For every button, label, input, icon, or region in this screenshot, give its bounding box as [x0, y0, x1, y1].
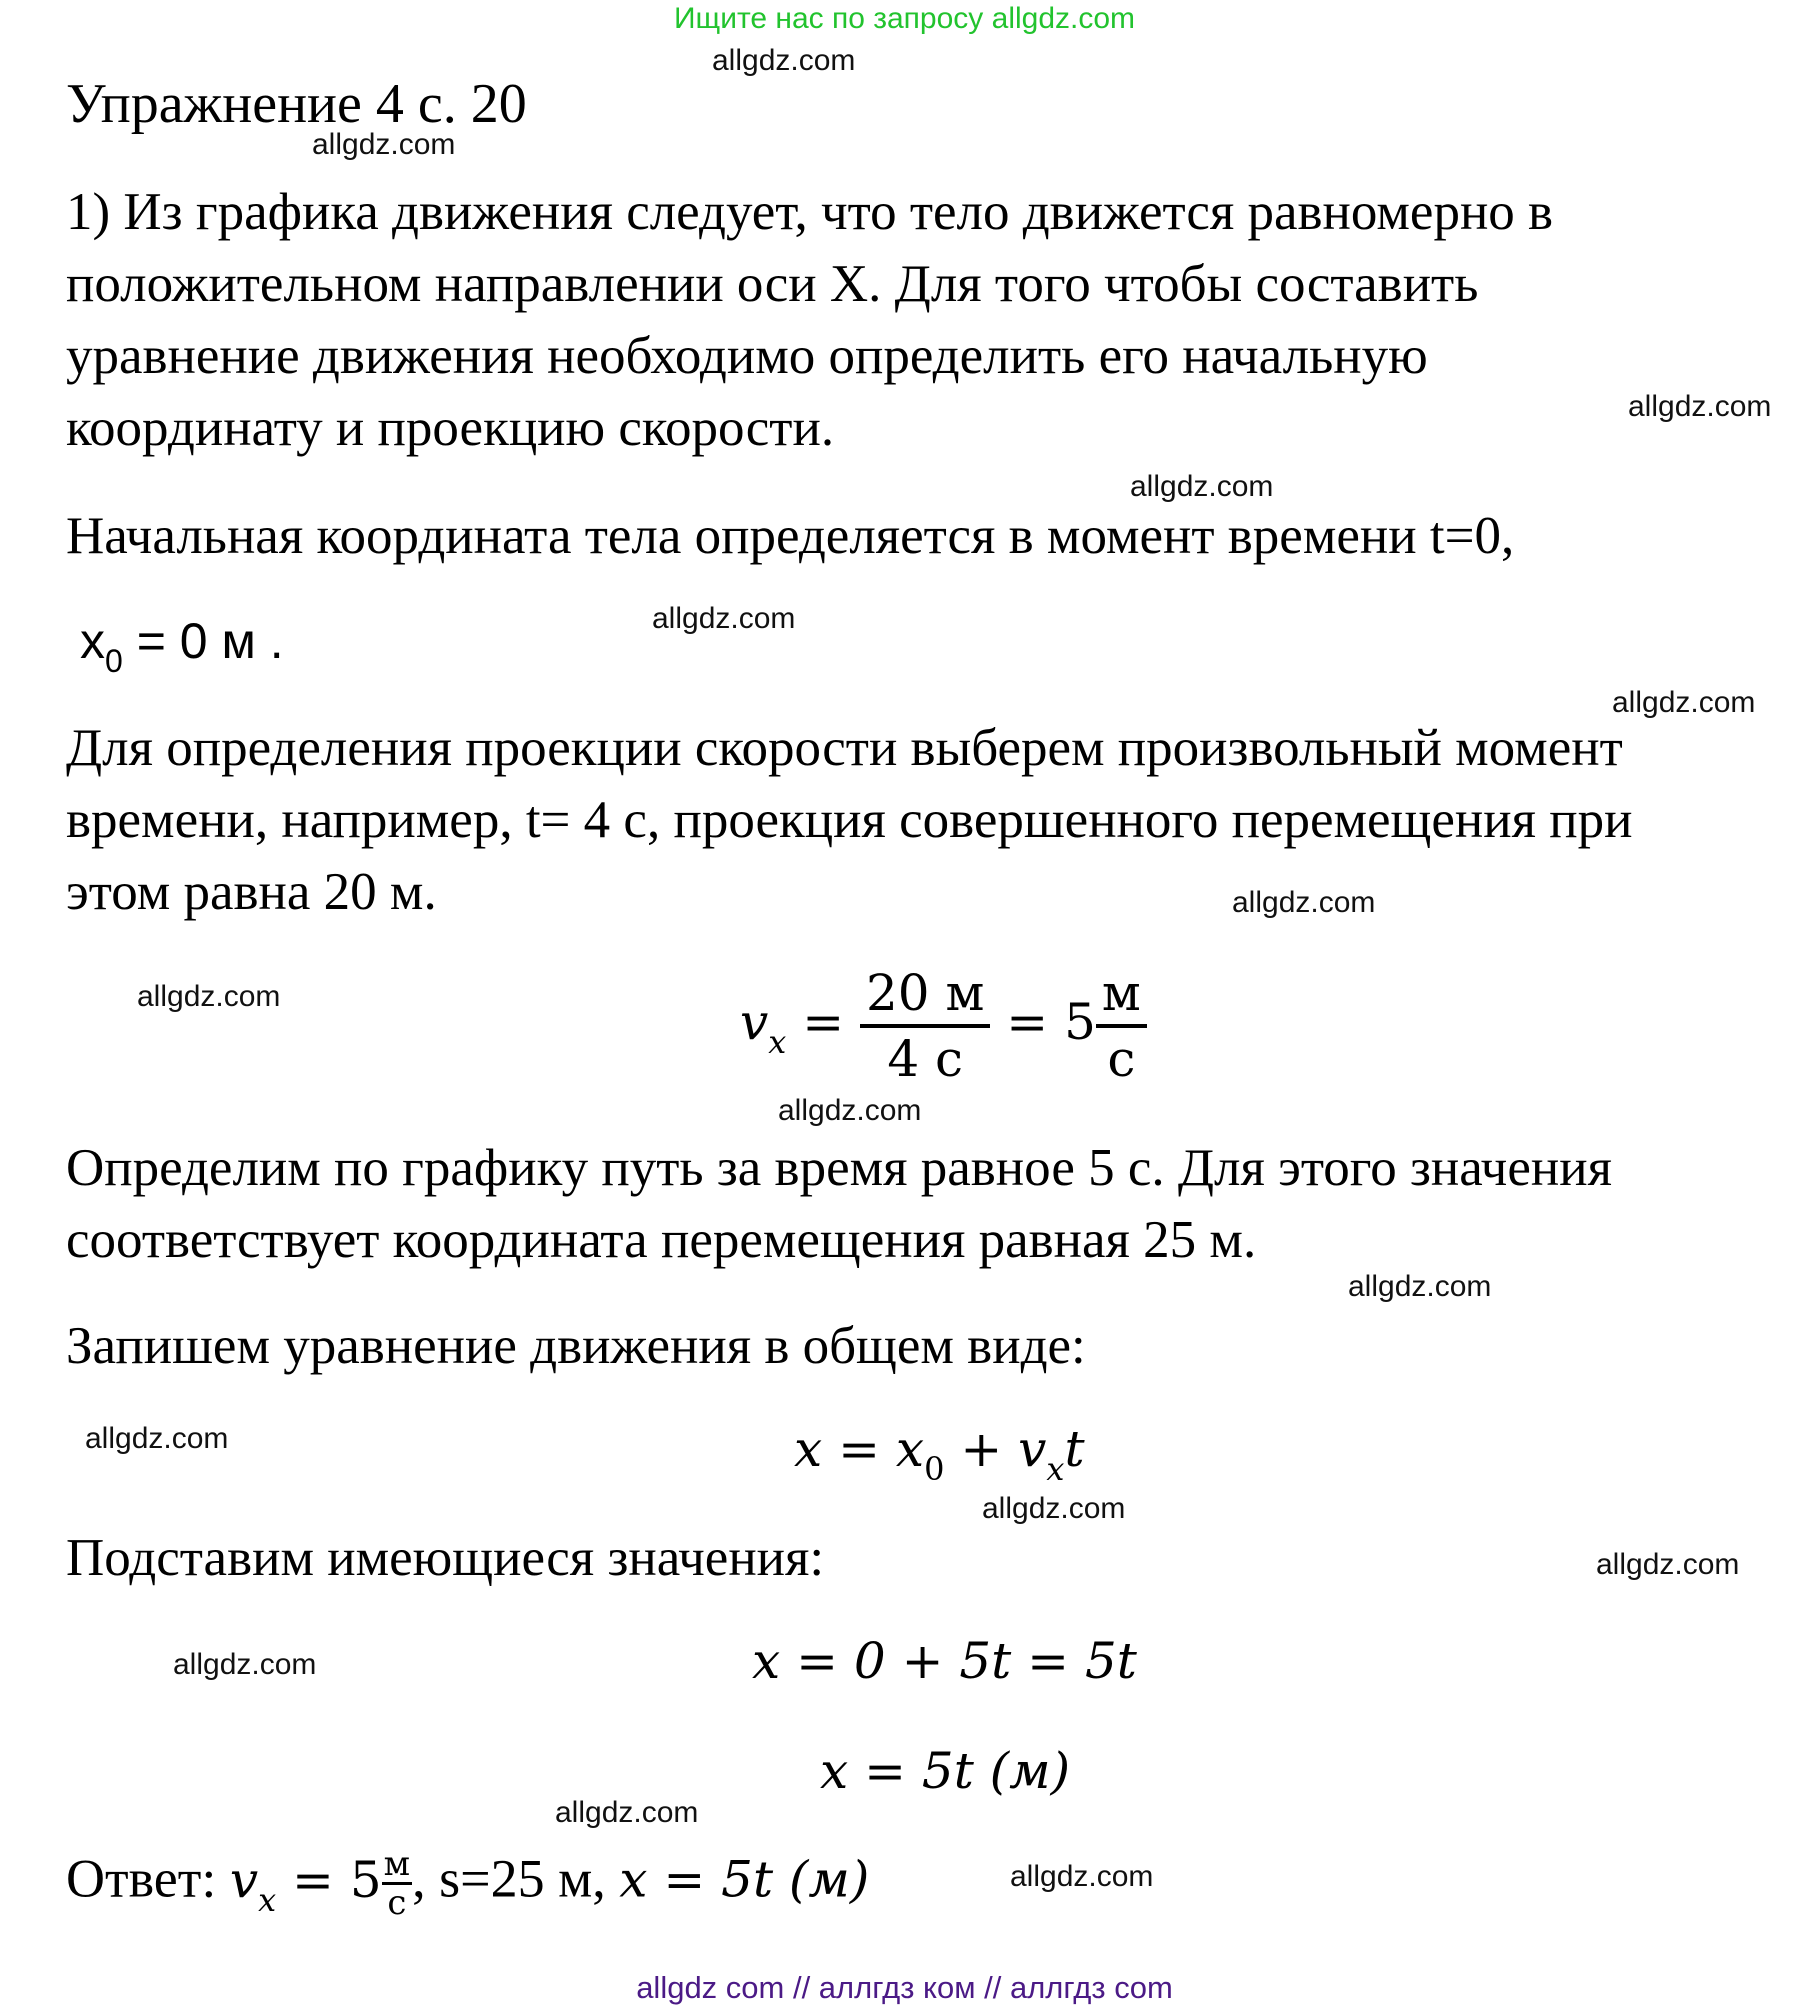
text-line: Определим по графику путь за время равное 5 с. Для этого значения — [66, 1139, 1612, 1197]
watermark: allgdz.com — [1612, 686, 1756, 719]
eq-var: x — [80, 613, 105, 669]
general-equation — [794, 1420, 1085, 1488]
answer-line — [66, 1846, 869, 1921]
substituted-equation: x = 0 + 5t = 5t — [752, 1632, 1137, 1690]
watermark: allgdz.com — [712, 44, 856, 77]
unit-fraction — [1096, 962, 1147, 1090]
unit-denominator: с — [1107, 1030, 1136, 1088]
watermark: allgdz.com — [312, 128, 456, 161]
eq-sub: x — [768, 1023, 787, 1061]
numerator: 20 м — [860, 962, 990, 1028]
watermark: allgdz.com — [555, 1796, 699, 1829]
watermark: allgdz.com — [778, 1094, 922, 1127]
text-line: координату и проекцию скорости. — [66, 399, 835, 457]
unit-numerator: м — [1096, 962, 1147, 1028]
eq-sub: 0 — [105, 643, 123, 679]
text-line: времени, например, t= 4 с, проекция совершенного перемещения при — [66, 791, 1633, 849]
denominator: 4 с — [887, 1030, 964, 1088]
eq-sub: 0 — [924, 1450, 945, 1488]
answer-x-equation: x = 5t (м) — [619, 1850, 870, 1909]
answer-label: Ответ: — [66, 1848, 230, 1909]
text-line: этом равна 20 м. — [66, 863, 437, 921]
answer-rest: , s=25 м, — [412, 1848, 620, 1909]
eq-equals: = — [822, 1420, 896, 1478]
search-banner: Ищите нас по запросу allgdz.com — [673, 2, 1136, 35]
initial-coordinate-equation — [80, 612, 284, 680]
text-line: положительном направлении оси X. Для того чтобы составить — [66, 255, 1479, 313]
watermark: allgdz.com — [137, 980, 281, 1013]
paragraph-2: Начальная координата тела определяется в момент времени t=0, — [66, 507, 1515, 565]
answer-v-sub: x — [258, 1880, 277, 1919]
answer-eq: = 5 — [276, 1850, 382, 1909]
eq-rest: = 0 м . — [122, 613, 284, 669]
text-line: соответствует координата перемещения равная 25 м. — [66, 1211, 1257, 1269]
watermark: allgdz.com — [173, 1648, 317, 1681]
eq-x0: x — [895, 1420, 925, 1478]
text-line: уравнение движения необходимо определить его начальную — [66, 327, 1428, 385]
unit-numerator: м — [383, 1844, 411, 1884]
eq-equals: = — [786, 993, 860, 1051]
eq-sub: x — [1046, 1450, 1065, 1488]
watermark: allgdz.com — [85, 1422, 229, 1455]
watermark: allgdz.com — [1348, 1270, 1492, 1303]
watermark: allgdz.com — [1232, 886, 1376, 919]
unit-denominator: с — [387, 1883, 407, 1923]
watermark: allgdz.com — [1010, 1860, 1154, 1893]
text-line: 1) Из графика движения следует, что тело движется равномерно в — [66, 183, 1554, 241]
watermark: allgdz.com — [1628, 390, 1772, 423]
text-line: Для определения проекции скорости выберем произвольный момент — [66, 719, 1623, 777]
fraction — [860, 962, 990, 1090]
paragraph-6: Подставим имеющиеся значения: — [66, 1529, 825, 1587]
eq-result: = 5 — [990, 993, 1096, 1051]
watermark: allgdz.com — [1130, 470, 1274, 503]
velocity-equation — [740, 962, 1147, 1090]
answer-v: v — [229, 1850, 259, 1909]
watermark: allgdz.com — [1596, 1548, 1740, 1581]
eq-plus: + — [944, 1420, 1019, 1478]
paragraph-5: Запишем уравнение движения в общем виде: — [66, 1317, 1086, 1375]
exercise-title: Упражнение 4 с. 20 — [66, 73, 527, 135]
eq-t: t — [1064, 1420, 1085, 1478]
final-equation: x = 5t (м) — [820, 1742, 1071, 1800]
eq-x: x — [794, 1420, 823, 1478]
watermark: allgdz.com — [982, 1492, 1126, 1525]
watermark: allgdz.com — [652, 602, 796, 635]
footer-watermark: allgdz com // аллгдз ком // аллгдз com — [636, 1970, 1173, 2005]
eq-v: v — [1018, 1420, 1047, 1478]
answer-unit-fraction — [382, 1846, 412, 1921]
eq-var: v — [740, 993, 769, 1051]
